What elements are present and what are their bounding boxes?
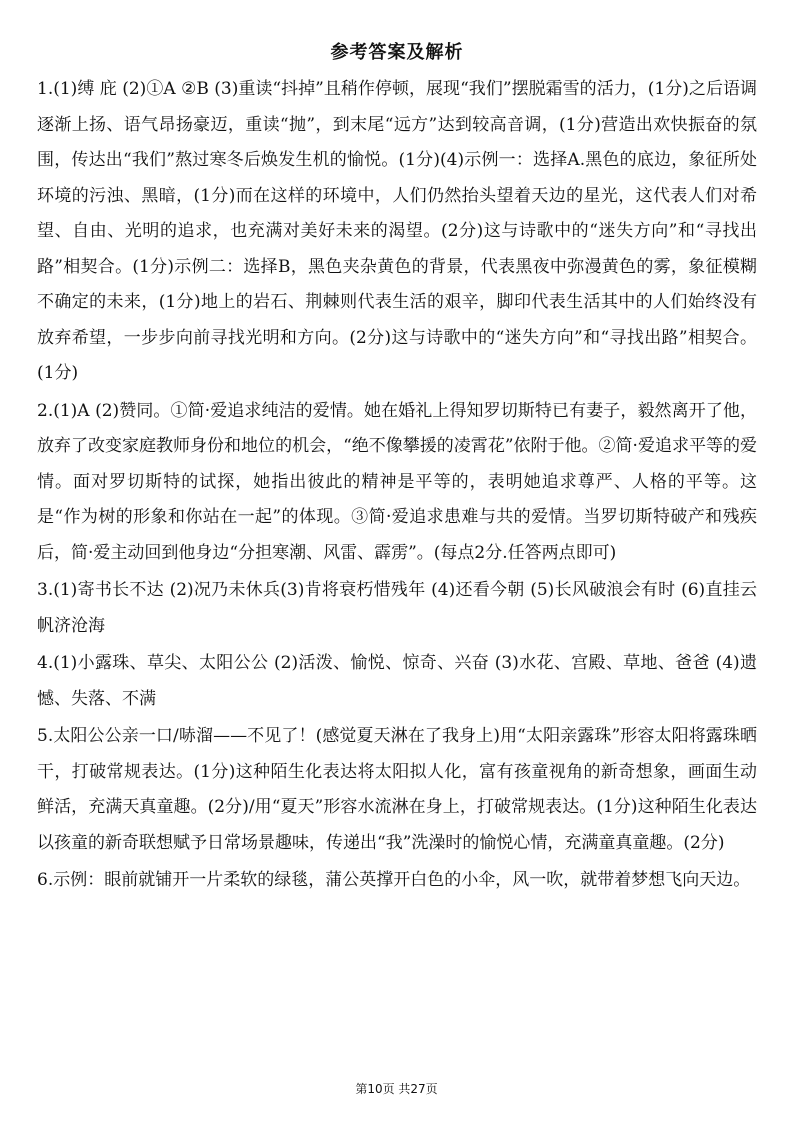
answer-6: 6.示例：眼前就铺开一片柔软的绿毯，蒲公英撑开白色的小伞，风一吹，就带着梦想飞向天边。 [37,870,751,890]
page-title: 参考答案及解析 [330,42,464,63]
page-number-footer: 第10页 共27页 [355,1082,438,1096]
answer-2: 2.(1)A (2)赞同。①简·爱追求纯洁的爱情。她在婚礼上得知罗切斯特已有妻子，毅然离开了他，放弃了改变家庭教师身份和地位的机会，“绝不像攀援的凌霄花”依附于他。②简·爱追求平等的爱情。面对罗切斯特的试探，她指出彼此的精神是平等的，表明她追求尊严、人格的平等。这是“作为树的形象和你站在一起”的体现。③简·爱追求患难与共的爱情。当罗切斯特破产和残疾后，简·爱主动回到他身边“分担寒潮、风雷、霹雳”。(每点2分.任答两点即可) [37,400,757,563]
answer-4: 4.(1)小露珠、草尖、太阳公公 (2)活泼、愉悦、惊奇、兴奋 (3)水花、宫殿、草地、爸爸 (4)遗憾、失落、不满 [37,653,757,709]
answer-5: 5.太阳公公亲一口/哧溜——不见了！(感觉夏天淋在了我身上)用“太阳亲露珠”形容太阳将露珠晒干，打破常规表达。(1分)这种陌生化表达将太阳拟人化，富有孩童视角的新奇想象，画面生动鲜活，充满天真童趣。(2分)/用“夏天”形容水流淋在身上，打破常规表达。(1分)这种陌生化表达以孩童的新奇联想赋予日常场景趣味，传递出“我”洗澡时的愉悦心情，充满童真童趣。(2分) [37,726,757,853]
answer-1: 1.(1)缚 庇 (2)①A ②B (3)重读“抖掉”且稍作停顿，展现“我们”摆脱霜雪的活力，(1分)之后语调逐渐上扬、语气昂扬豪迈，重读“抛”，到末尾“远方”达到较高音调，(1分)营造出欢快振奋的氛围，传达出“我们”熬过寒冬后焕发生机的愉悦。(1分)(4)示例一：选择A.黑色的底边，象征所处环境的污浊、黑暗，(1分)而在这样的环境中，人们仍然抬头望着天边的星光，这代表人们对希望、自由、光明的追求，也充满对美好未来的渴望。(2分)这与诗歌中的“迷失方向”和“寻找出路”相契合。(1分)示例二：选择B，黑色夹杂黄色的背景，代表黑夜中弥漫黄色的雾，象征模糊不确定的未来，(1分)地上的岩石、荆棘则代表生活的艰辛，脚印代表生活其中的人们始终没有放弃希望，一步步向前寻找光明和方向。(2分)这与诗歌中的“迷失方向”和“寻找出路”相契合。(1分) [37,79,757,383]
answer-3: 3.(1)寄书长不达 (2)况乃未休兵(3)肯将衰朽惜残年 (4)还看今朝 (5)长风破浪会有时 (6)直挂云帆济沧海 [37,580,757,636]
answer-page [37,38,757,901]
